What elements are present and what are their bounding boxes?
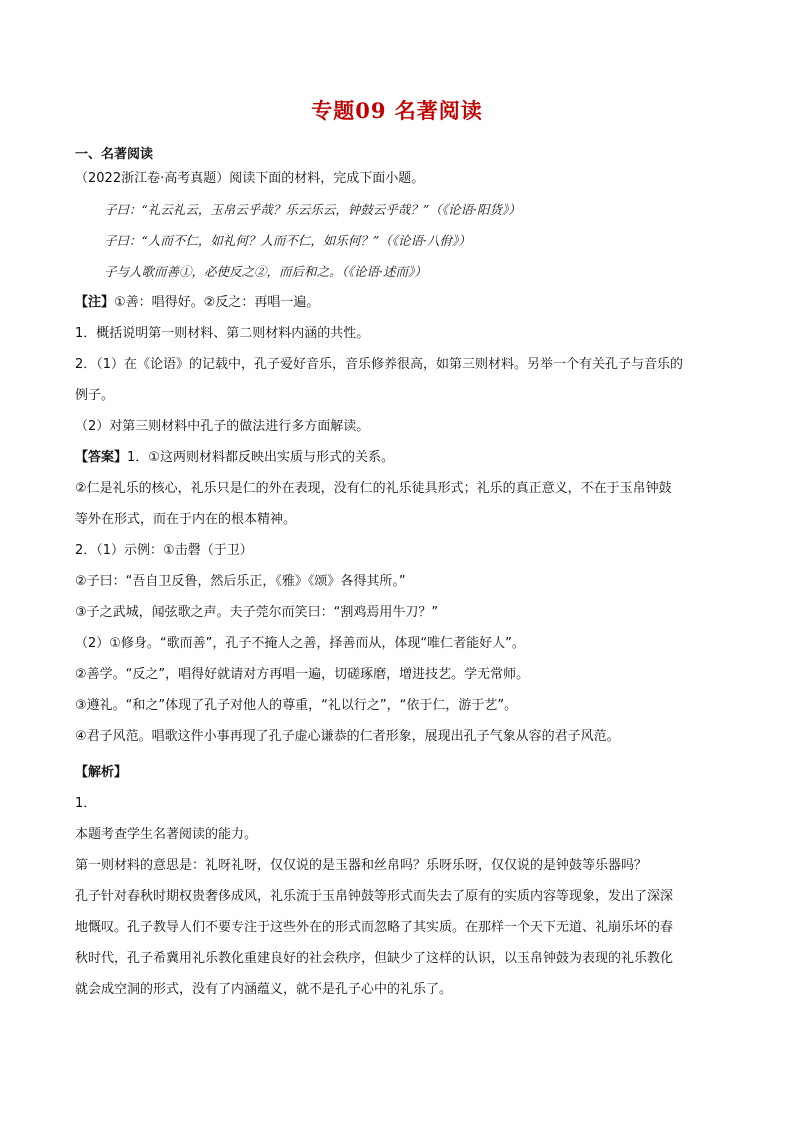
- question-2-1: 2．（1）在《论语》的记载中，孔子爱好音乐，音乐修养很高，如第三则材料。另举一个有关孔子与音乐的: [75, 357, 684, 372]
- section-heading: 一、名著阅读: [75, 147, 154, 162]
- question-2-1-cont: 例子。: [75, 388, 115, 403]
- answer-line: [75, 449, 394, 467]
- quote-1: 子曰：“礼云礼云，玉帛云乎哉？乐云乐云，钟鼓云乎哉？”（《论语·阳货》）: [104, 202, 521, 217]
- quote-2: 子曰：“人而不仁，如礼何？人而不仁，如乐何？”（《论语·八佾》）: [104, 233, 471, 248]
- answer-line: （2）①修身。“歌而善”，孔子不掩人之善，择善而从，体现“唯仁者能好人”。: [75, 636, 525, 651]
- answer-line: 等外在形式，而在于内在的根本精神。: [75, 512, 297, 527]
- answer-line: ②仁是礼乐的核心，礼乐只是仁的外在表现，没有仁的礼乐徒具形式；礼乐的真正意义，不在于玉帛钟鼓: [75, 481, 672, 496]
- analysis-line: 就会成空洞的形式，没有了内涵蕴义，就不是孔子心中的礼乐了。: [75, 982, 453, 997]
- answer-line: ③子之武城，闻弦歌之声。夫子莞尔而笑曰：“割鸡焉用牛刀？”: [75, 605, 439, 620]
- answer-line: ④君子风范。唱歌这件小事再现了孔子虚心谦恭的仁者形象，展现出孔子气象从容的君子风范。: [75, 729, 620, 744]
- analysis-line: 地慨叹。孔子教导人们不要专注于这些外在的形式而忽略了其实质。在那样一个天下无道、礼崩乐坏的春: [75, 920, 674, 935]
- question-2-2: （2）对第三则材料中孔子的做法进行多方面解读。: [75, 419, 370, 434]
- note-label: 【注】: [75, 295, 115, 310]
- analysis-line: 1．: [75, 796, 97, 811]
- note-line: [75, 294, 319, 312]
- analysis-line: 秋时代，孔子希冀用礼乐教化重建良好的社会秩序，但缺少了这样的认识，以玉帛钟鼓为表现的礼乐教化: [75, 951, 674, 966]
- answer-label: 【答案】: [75, 450, 128, 465]
- note-text: ①善：唱得好。②反之：再唱一遍。: [114, 295, 320, 310]
- answer-line: 2．（1）示例：①击磬（于卫）: [75, 543, 253, 558]
- answer-first: 1．①这两则材料都反映出实质与形式的关系。: [127, 450, 394, 465]
- analysis-line: 第一则材料的意思是：礼呀礼呀，仅仅说的是玉器和丝帛吗？乐呀乐呀，仅仅说的是钟鼓等乐器吗？: [75, 858, 648, 873]
- answer-line: ②子曰：“吾自卫反鲁，然后乐正，《雅》《颂》各得其所。”: [75, 574, 406, 589]
- quote-3: 子与人歌而善①，必使反之②，而后和之。（《论语·述而》）: [104, 264, 427, 279]
- answer-line: ③遵礼。“和之”体现了孔子对他人的尊重，“礼以行之”，“依于仁，游于艺”。: [75, 698, 518, 713]
- analysis-line: 孔子针对春秋时期权贵奢侈成风，礼乐流于玉帛钟鼓等形式而失去了原有的实质内容等现象，发出了深深: [75, 889, 674, 904]
- page-title: 专题09 名著阅读: [311, 98, 483, 123]
- analysis-label: 【解析】: [75, 765, 128, 780]
- answer-line: ②善学。“反之”，唱得好就请对方再唱一遍，切磋琢磨，增进技艺。学无常师。: [75, 667, 530, 682]
- intro-text: （2022浙江卷·高考真题）阅读下面的材料，完成下面小题。: [75, 171, 425, 186]
- question-1: 1．概括说明第一则材料、第二则材料内涵的共性。: [75, 326, 370, 341]
- analysis-line: 本题考查学生名著阅读的能力。: [75, 827, 258, 842]
